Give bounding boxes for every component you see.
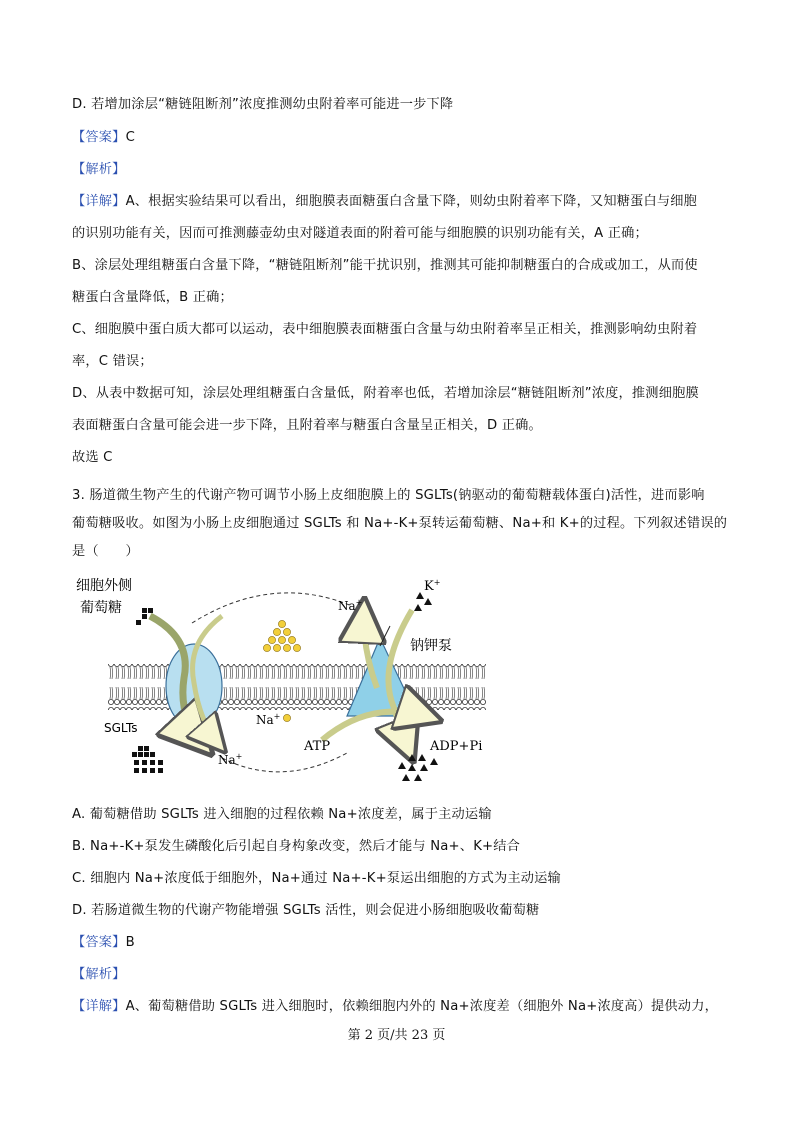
membrane-bilayer (108, 664, 486, 710)
detail-line-1 (72, 193, 697, 211)
detail-line-8: 表面糖蛋白含量可能会进一步下降，且附着率与糖蛋白含量呈正相关，D 正确。 (72, 418, 542, 433)
option-d: D. 若肠道微生物的代谢产物能增强 SGLTs 活性，则会促进小肠细胞吸收葡萄糖 (72, 903, 540, 918)
option-b: B. Na+-K+泵发生磷酸化后引起自身构象改变，然后才能与 Na+、K+结合 (72, 839, 521, 854)
detail-line-6: 率，C 错误； (72, 354, 153, 369)
detail-line-5: C、细胞膜中蛋白质大都可以运动，表中细胞膜表面糖蛋白含量与幼虫附着率呈正相关，推测影响幼虫附着 (72, 322, 698, 337)
outside-label: 细胞外侧 (76, 578, 132, 594)
page-footer: 第 2 页/共 23 页 (347, 1028, 446, 1043)
detail-line-4: 糖蛋白含量降低，B 正确； (72, 290, 233, 305)
transport-diagram (72, 568, 492, 790)
detail-line-q3 (72, 998, 718, 1016)
answer-line-2 (72, 934, 135, 952)
detail-tag-2: 【详解】 (72, 999, 126, 1014)
answer-line (72, 129, 135, 147)
answer-tag-2: 【答案】 (72, 935, 126, 950)
analysis-tag: 【解析】 (72, 162, 126, 177)
adp-label: ADP+Pi (430, 739, 483, 754)
detail-text-q3: A、葡萄糖借助 SGLTs 进入细胞时，依赖细胞内外的 Na+浓度差（细胞外 Na+浓度高）提供动力， (125, 999, 718, 1014)
detail-line-3: B、涂层处理组糖蛋白含量下降，“糖链阻断剂”能干扰识别，推测其可能抑制糖蛋白的合成或加工，从而使 (72, 258, 698, 273)
na-dot-inside (283, 714, 290, 721)
option-c: C. 细胞内 Na+浓度低于细胞外，Na+通过 Na+-K+泵运出细胞的方式为主动运输 (72, 871, 561, 886)
pump-arrow-atp (322, 712, 432, 740)
sglts-label: SGLTs (104, 721, 138, 735)
question-3-line-1: 3. 肠道微生物产生的代谢产物可调节小肠上皮细胞膜上的 SGLTs(钠驱动的葡萄糖载体蛋白)活性，进而影响 (72, 488, 705, 503)
na-bottom-label: Na+ (218, 752, 243, 767)
option-a: A. 葡萄糖借助 SGLTs 进入细胞的过程依赖 Na+浓度差，属于主动运输 (72, 807, 492, 822)
na-cluster-outside (263, 620, 300, 651)
analysis-tag-2: 【解析】 (72, 967, 126, 982)
glucose-label: 葡萄糖 (80, 600, 122, 616)
k-top-label: K+ (424, 578, 441, 594)
pump-label: 钠钾泵 (410, 638, 452, 654)
answer-value: C (125, 130, 135, 145)
question-3-line-2: 葡萄糖吸收。如图为小肠上皮细胞通过 SGLTs 和 Na+-K+泵转运葡萄糖、Na+和 K+的过程。下列叙述错误的 (72, 516, 728, 531)
atp-label: ATP (304, 739, 331, 754)
detail-tag: 【详解】 (72, 194, 126, 209)
k-outside (414, 592, 432, 611)
option-d-text: D. 若增加涂层“糖链阻断剂”浓度推测幼虫附着率可能进一步下降 (72, 97, 454, 112)
glucose-inside (132, 746, 163, 773)
k-inside (398, 754, 438, 781)
detail-text: A、根据实验结果可以看出，细胞膜表面糖蛋白含量下降，则幼虫附着率下降，又知糖蛋白与细胞 (125, 194, 698, 209)
question-3-line-3: 是（ ） (72, 544, 139, 559)
answer-tag: 【答案】 (72, 130, 126, 145)
conclusion-line: 故选 C (72, 450, 113, 465)
na-top-label: Na+ (338, 598, 363, 613)
detail-line-7: D、从表中数据可知，涂层处理组糖蛋白含量低，附着率也低，若增加涂层“糖链阻断剂”浓度，推测细胞膜 (72, 386, 699, 401)
detail-line-2: 的识别功能有关，因而可推测藤壶幼虫对隧道表面的附着可能与细胞膜的识别功能有关，A 正确； (72, 226, 648, 241)
answer-value-2: B (125, 935, 135, 950)
na-mid-label: Na+ (256, 712, 281, 727)
